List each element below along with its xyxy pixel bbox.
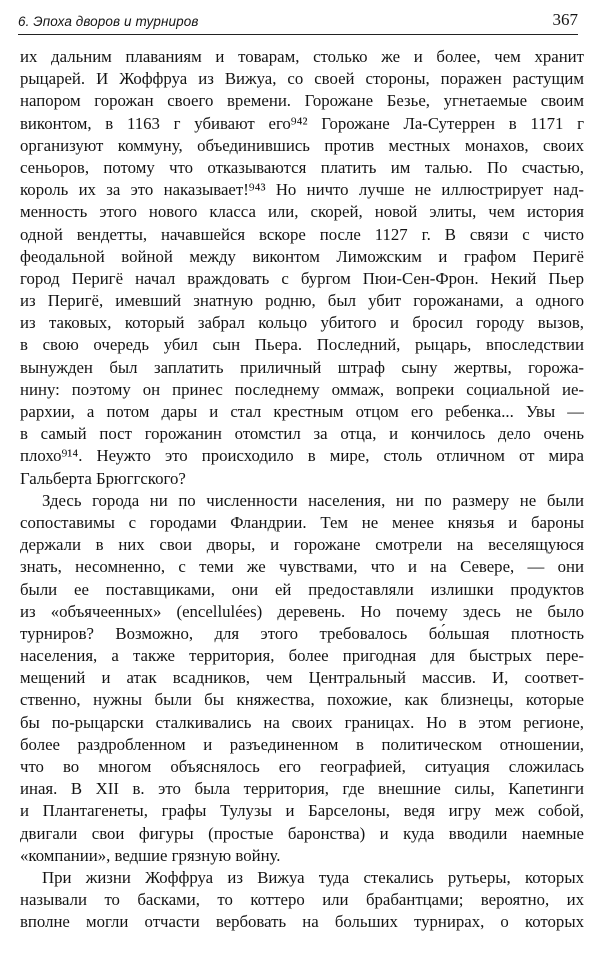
text-line: Здесь города ни по численности населения, ни по размеру не были	[42, 490, 584, 510]
text-line: «компании», ведшие грязную войну.	[20, 845, 281, 865]
running-header	[18, 8, 578, 35]
text-line: вполне могли отчасти вербовать на больших турнирах, о которых	[20, 912, 584, 932]
text-line: плохо⁹¹⁴. Неужто это происходило в мире, столь отличном от мира	[20, 446, 584, 466]
text-line: населения, а также территория, более пригодная для быстрых пере-	[20, 646, 584, 666]
page-number: 367	[552, 10, 578, 29]
text-line: рыцарей. И Жоффруа из Вижуа, со своей стороны, поражен растущим	[20, 69, 584, 89]
text-line: виконтом, в 1163 г убивают его⁹⁴² Горожане Ла-Сутеррен в 1171 г	[20, 113, 584, 133]
text-line: нину: поэтому он принес последнему оммаж, вопреки социальной ие-	[20, 379, 584, 399]
text-line: сопоставимы с городами Фландрии. Тем не менее князья и бароны	[20, 512, 584, 532]
text-line: держали в них свои дворы, и горожане смотрели на веселящуюся	[20, 535, 584, 555]
body-text	[20, 46, 584, 934]
text-line: организуют коммуну, объединившись против местных монахов, своих	[20, 135, 584, 155]
text-line: из таковых, который забрал кольцо убитого и бросил городу вызов,	[20, 313, 584, 333]
text-line: турниров? Возможно, для этого требовалось бо́льшая плотность	[20, 623, 584, 643]
text-line: король их за это наказывает!⁹⁴³ Но ничто лучше не иллюстрирует над-	[20, 180, 584, 200]
text-line: бы по-рыцарски сталкивались на своих границах. Но в этом регионе,	[20, 712, 584, 732]
text-line: двигали свои фигуры (простые баронства) и куда вводили наемные	[20, 823, 584, 843]
text-line: одной вендетты, начавшейся вскоре после 1127 г. В связи с чисто	[20, 224, 584, 244]
text-line: в самый пост горожанин отомстил за отца, и кончилось дело очень	[20, 424, 584, 444]
text-line: что во многом объяснялось его географией, ситуация сложилась	[20, 757, 584, 776]
text-line: При жизни Жоффруа из Вижуа туда стекались рутьеры, которых	[42, 867, 584, 887]
text-line: из «объячеенных» (encellulées) деревень. Но почему здесь не было	[20, 601, 584, 621]
text-line: их дальним плаваниям и товарам, столько же и более, чем хранит	[20, 47, 584, 66]
text-line: из Перигё, имевший знатную родню, был убит горожанами, а одного	[20, 291, 584, 311]
text-line: иная. В XII в. это была территория, где внешние силы, Капетинги	[20, 779, 584, 799]
text-line: и Плантагенеты, графы Тулузы и Барселоны, ведя игру меж собой,	[20, 801, 584, 821]
text-line: сеньоров, потому что отказываются платить им талью. По счастью,	[20, 157, 584, 177]
text-line: менность этого нового класса или, скорей, новой элиты, чем история	[20, 202, 584, 222]
text-line: рархии, а потом дары и стал крестным отцом его ребенка... Увы —	[20, 402, 584, 421]
text-line: вынужден был заплатить приличный штраф сыну жертвы, горожа-	[20, 357, 584, 377]
chapter-title: 6. Эпоха дворов и турниров	[18, 14, 199, 29]
text-line: мещений и атак всадников, чем Центральный массив. И, соответ-	[20, 668, 584, 688]
text-line: напором горожан своего времени. Горожане Безье, угнетаемые своим	[20, 91, 584, 111]
text-line: феодальной войной между виконтом Лиможским и графом Перигё	[20, 246, 584, 266]
text-line: знать, несомненно, с теми же чувствами, что и на Севере, — они	[20, 557, 584, 577]
text-line: были ее поставщиками, они ей предоставляли излишки продуктов	[20, 579, 584, 599]
text-line: называли то басками, то коттеро или брабантцами; вероятно, их	[20, 890, 584, 910]
text-line: более раздробленном и разъединенном в политическом отношении,	[20, 734, 584, 754]
text-line: город Перигё начал враждовать с бургом Пюи-Сен-Фрон. Некий Пьер	[20, 268, 584, 288]
text-line: ственно, нужны были бы княжества, похожие, как близнецы, которые	[20, 690, 584, 710]
text-line: Гальберта Брюггского?	[20, 468, 186, 488]
text-line: в свою очередь убил сын Пьера. Последний, рыцарь, впоследствии	[20, 335, 584, 355]
